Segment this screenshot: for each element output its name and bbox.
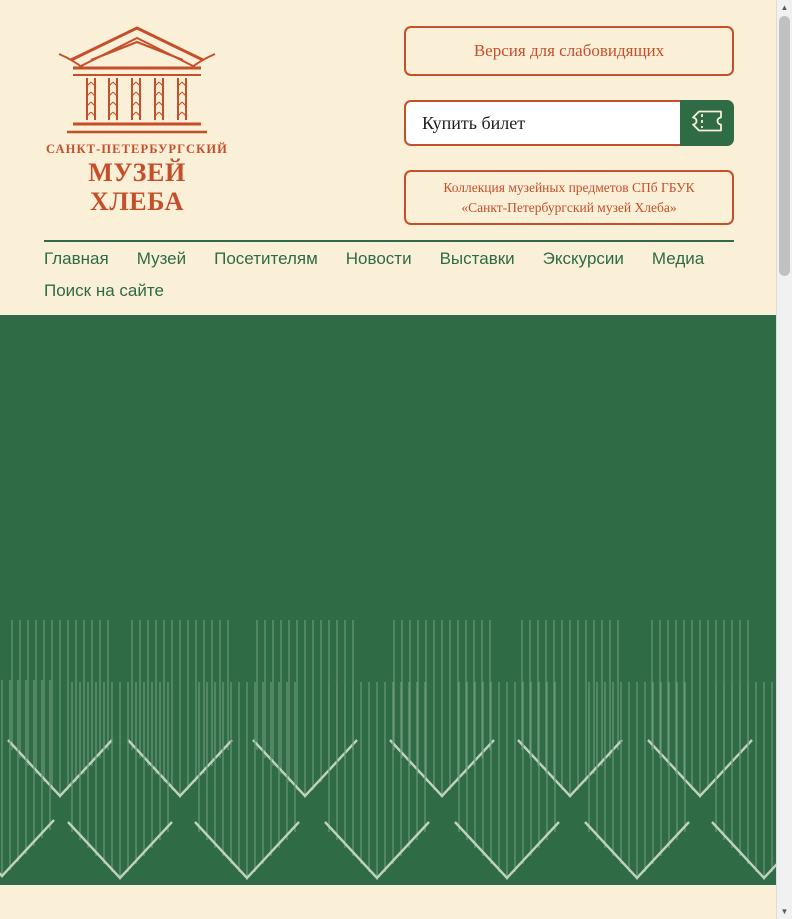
scroll-down-arrow-icon[interactable]: ▼ [777, 904, 792, 919]
scrollbar-thumb[interactable] [779, 16, 790, 276]
nav-item-excursions[interactable]: Экскурсии [542, 249, 624, 268]
nav-item-site-search[interactable]: Поиск на сайте [44, 281, 164, 300]
page-footer-strip [0, 885, 777, 919]
collection-label-line2: «Санкт-Петербургский музей Хлеба» [461, 199, 677, 215]
site-logo[interactable] [42, 20, 232, 216]
nav-item-news[interactable]: Новости [345, 249, 412, 268]
site-header [0, 0, 777, 315]
scroll-up-arrow-icon[interactable]: ▲ [777, 0, 792, 15]
nav-item-visitors[interactable]: Посетителям [214, 249, 318, 268]
logo-subtitle: САНКТ-ПЕТЕРБУРГСКИЙ [46, 142, 228, 156]
ticket-icon-button[interactable] [680, 100, 734, 146]
collection-label-line1: Коллекция музейных предметов СПб ГБУК [443, 180, 695, 195]
main-navigation [44, 246, 744, 304]
logo-title: МУЗЕЙ ХЛЕБА [88, 158, 186, 216]
ticket-purchase-row [404, 100, 734, 146]
ticket-search-input[interactable] [404, 100, 680, 146]
museum-building-icon [47, 20, 227, 138]
nav-item-exhibitions[interactable]: Выставки [439, 249, 515, 268]
ticket-icon [690, 108, 724, 139]
header-actions [404, 26, 734, 225]
nav-divider [44, 240, 734, 242]
accessible-version-button[interactable]: Версия для слабовидящих [404, 26, 734, 76]
nav-item-museum[interactable]: Музей [136, 249, 187, 268]
museum-collection-button[interactable] [404, 170, 734, 225]
hero-banner [0, 315, 777, 885]
nav-item-media[interactable]: Медиа [651, 249, 705, 268]
nav-item-home[interactable]: Главная [44, 249, 109, 268]
wheat-ears-pattern [0, 620, 777, 885]
vertical-scrollbar[interactable] [776, 0, 792, 919]
